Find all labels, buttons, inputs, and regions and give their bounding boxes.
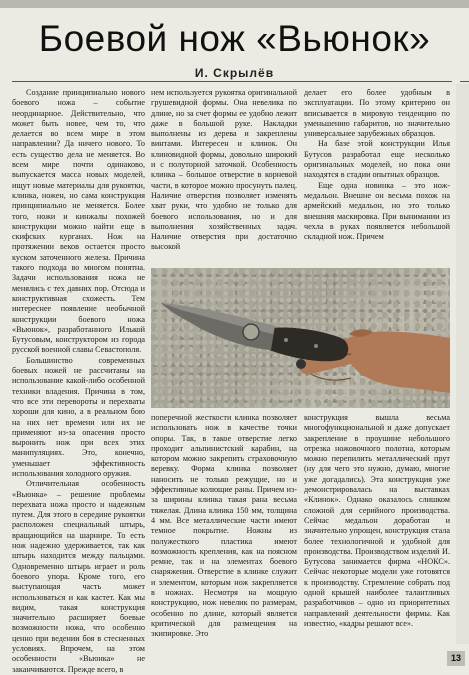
knife-in-hand-illustration <box>151 268 450 408</box>
paragraph: Большинство современных боевых ножей не рассчитаны на использование какой-либо особенной техники владения. Причина в том, что все эти перевороты и перехваты хороши для кино, а в реальном бою на них нет времени или их не применяют из-за опасения просто выронить нож при всех этих манипуляциях. Это, конечно, уменьшает эффективность использования холодного оружия. <box>12 355 145 478</box>
paragraph: конструкция вышла весьма многофункциональной и даже допускает закрепление в проушине небольшого отрезка ножовочного полотна, которым можно перепилить металлический прут (ну для чего это нужно, думаю, многие уже догадались). Эта конструкция уже демонстрировалась на выставках «Клинок». Однако оказалось слишком сложной для серийного производства. Сейчас медальон доработан и значительно упрощен, конструкция стала более технологичной и удобной для производства. Производством изделий И. Бутусова занимается фирма «НОКС». Сейчас некоторые модели уже готовятся к производству. Стремление собрать под одной крышей наиболее талантливых разработчиков – одно из приоритетных направлений деятельности фирмы. Как известно, «кадры решают все». <box>304 413 450 628</box>
header-rule-edge <box>460 81 469 82</box>
article-author: И. Скрылёв <box>194 66 275 80</box>
column-middle-bottom <box>151 413 297 663</box>
column-right-top <box>304 88 450 264</box>
paragraph: делает его более удобным в эксплуатации. По этому критерию он вписывается в мировую тенденцию по уменьшению габаритов, но значительно универсальнее зарубежных образцов. <box>304 88 450 139</box>
column-middle-top <box>151 88 297 264</box>
paragraph: Отличительная особенность «Вьюнка» – решение проблемы перехвата ножа просто и надежным путем. Для этого в середине рукоятки расположен специальный штырь, вращающийся на шарнире. То есть нож надежно удерживается, так как штырь находится между пальцами. Одновременно штырь играет и роль боевого упора. Кроме того, его выступающая часть может использоваться и как кастет. Как мы видим, такая конструкция значительно расширяет боевые возможности ножа, что особенно ценно при ведении боя в стесненных условиях. Впрочем, на этом особенности «Вьюнка» не заканчиваются. Прежде всего, в <box>12 479 145 674</box>
paragraph: нем используется рукоятка оригинальной грушевидной формы. Она невелика по длине, но за счет формы ее удобно лежит даже в большой руке. Накладки выполнены из дерева и закреплены винтами. Интересен и клинок. Он клиновидной формы, довольно широкий и с полуторной заточкой. Особенность клинка – большое отверстие в корневой части, в которое можно просунуть палец. Наличие отверстия позволяет изменять хват руки, что удобно не только для боевого использования, но и для выполнения хозяйственных задач. Наличие отверстия при достаточно высокой <box>151 88 297 252</box>
column-left <box>12 88 145 674</box>
paragraph: На базе этой конструкции Илья Бутусов разработал еще несколько оригинальных моделей, но пока они находятся в стадии опытных образцов. <box>304 139 450 180</box>
column-right-bottom <box>304 413 450 663</box>
page-edge-strip <box>456 84 469 644</box>
header-rule <box>12 81 452 82</box>
paragraph: поперечной жесткости клинка позволяет использовать нож в качестве точки опоры. Так, в такое отверстие легко проходит альпинистский карабин, на котором можно закрепить страховочную веревку. Форма клинка позволяет наносить не только режущие, но и эффективные колющие раны. Причем из-за ширины клинка такая рана весьма тяжелая. Длина клинка 150 мм, толщина 4 мм. Все металлические части имеют темное покрытие. Ножны из полужесткого пластика имеют возможность крепления, как на поясном ремне, так и на элементах боевого снаряжения. Отверстие в клинке служит и элементом, которым нож закрепляется в ножнах. Несмотря на мощную конструкцию, нож невелик по размерам, особенно по длине, который является критической для размещения на экипировке. Это <box>151 413 297 639</box>
paragraph: Еще одна новинка – это нож-медальон. Внешне он весьма похож на армейский медальон, но это только внешняя маскировка. При вынимании из чехла в руках появляется небольшой складной нож. Причем <box>304 180 450 242</box>
page-number: 13 <box>447 651 465 666</box>
paragraph: Создание принципиально нового боевого ножа – событие неординарное. Действительно, что может быть новее, чем то, что делается во всем мире в этом направлении? Да ничего нового. То есть существо дела не меняется. Во всем мире почти одинаково, выпускается масса новых моделей, ищут новые материалы для рукоятки, клинка, ножен, но сама конструкция принципиально не меняется. Более того, ножи и кинжалы похожей конструкции можно найти еще в скифских курганах. Нож на протяжении веков остается просто куском заточенного железа. Причина такого подхода во многом понятна. Задачи использования ножа не менялись с тех давних пор. Отсюда и конструктивная схожесть. Тем интереснее появление необычной конструкции боевого ножа «Вьюнок», разработанного Илькой Бутусовым, конструктором из города русской военной славы Севастополя. <box>12 88 145 355</box>
top-bar <box>0 0 469 8</box>
article-title: Боевой нож «Вьюнок» <box>38 18 431 59</box>
knife-photo <box>151 268 450 408</box>
